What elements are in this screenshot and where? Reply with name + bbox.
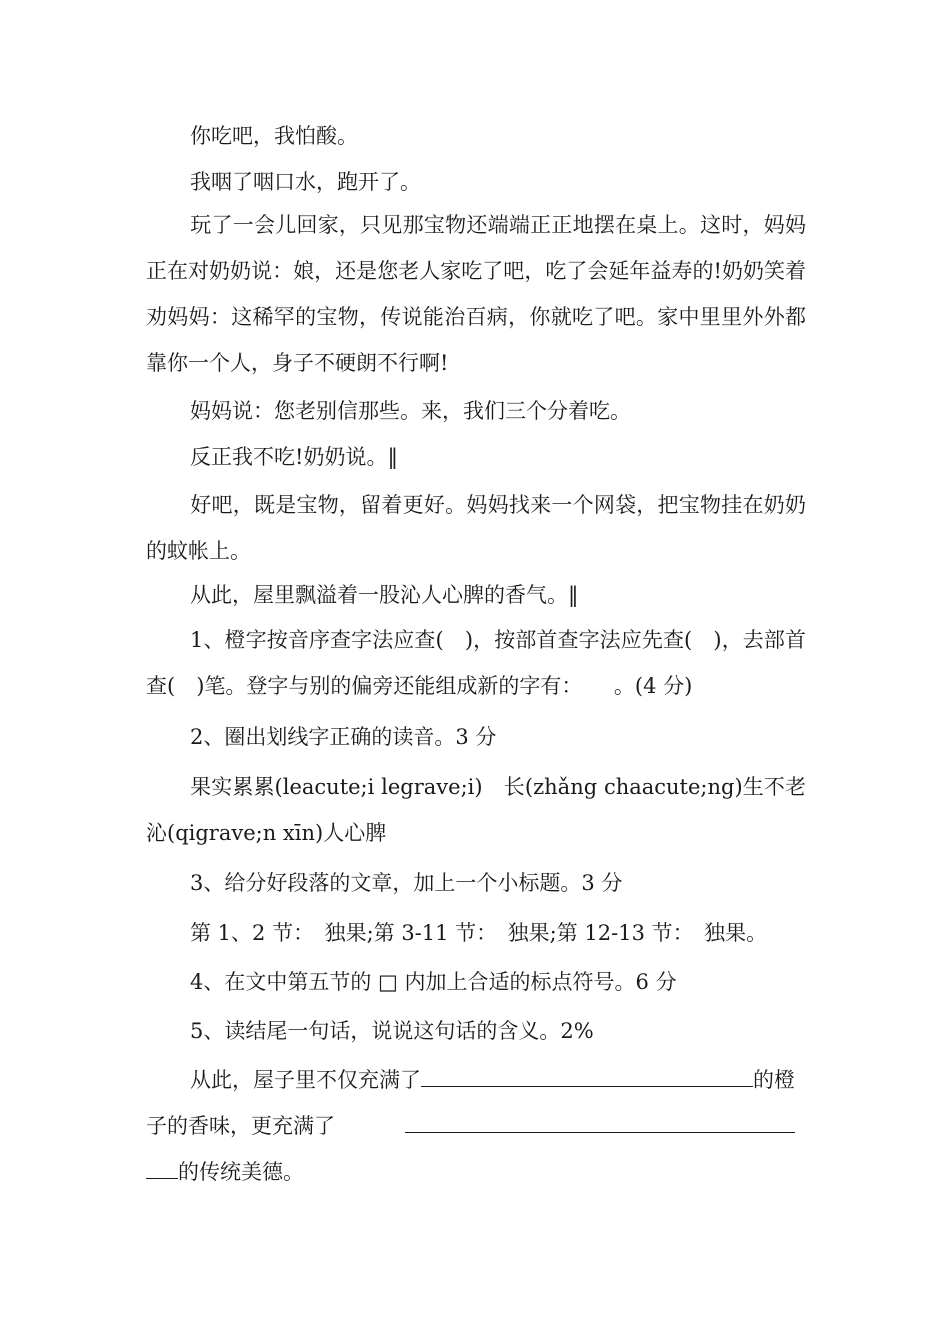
paragraph-6: 好吧，既是宝物，留着更好。妈妈找来一个网袋，把宝物挂在奶奶的蚊帐上。 [146, 493, 806, 563]
paragraph-3: 玩了一会儿回家，只见那宝物还端端正正地摆在桌上。这时，妈妈正在对奶奶说：娘，还是您老人家吃了吧，吃了会延年益寿的!奶奶笑着劝妈妈：这稀罕的宝物，传说能治百病，你就吃了吧。家中里里外外都靠你一个人，身子不硬朗不行啊! [146, 213, 806, 375]
question-5: 5、读结尾一句话，说说这句话的含义。2% [190, 1019, 594, 1043]
paragraph-1: 你吃吧，我怕酸。 [190, 124, 358, 148]
paragraph-4: 妈妈说：您老别信那些。来，我们三个分着吃。 [190, 399, 631, 423]
answer-blank-2-cont[interactable] [146, 1156, 178, 1179]
question-2: 2、圈出划线字正确的读音。3 分 [190, 725, 497, 749]
paragraph-5: 反正我不吃!奶奶说。‖ [190, 445, 398, 469]
answer-blank-2[interactable] [405, 1110, 795, 1133]
question-3-answers: 第 1、2 节： 独果;第 3-11 节： 独果;第 12-13 节： 独果。 [190, 921, 768, 945]
question-4: 4、在文中第五节的 □ 内加上合适的标点符号。6 分 [190, 970, 677, 994]
paragraph-2: 我咽了咽口水，跑开了。 [190, 170, 421, 194]
question-1: 1、橙字按音序查字法应查( )，按部首查字法应先查( )，去部首查( )笔。登字与别的偏旁还能组成新的字有： 。(4 分) [146, 628, 806, 698]
question-3: 3、给分好段落的文章，加上一个小标题。3 分 [190, 871, 623, 895]
paragraph-7: 从此，屋里飘溢着一股沁人心脾的香气。‖ [190, 583, 579, 607]
answer-blank-1[interactable] [421, 1064, 753, 1087]
question-2-options: 果实累累(leacute;i legrave;i) 长(zhǎng chaacute;ng)生不老 沁(qigrave;n xīn)人心脾 [146, 775, 827, 845]
final-paragraph: 从此，屋子里不仅充满了 的橙子的香味，更充满了的传统美德。 [146, 1057, 806, 1195]
